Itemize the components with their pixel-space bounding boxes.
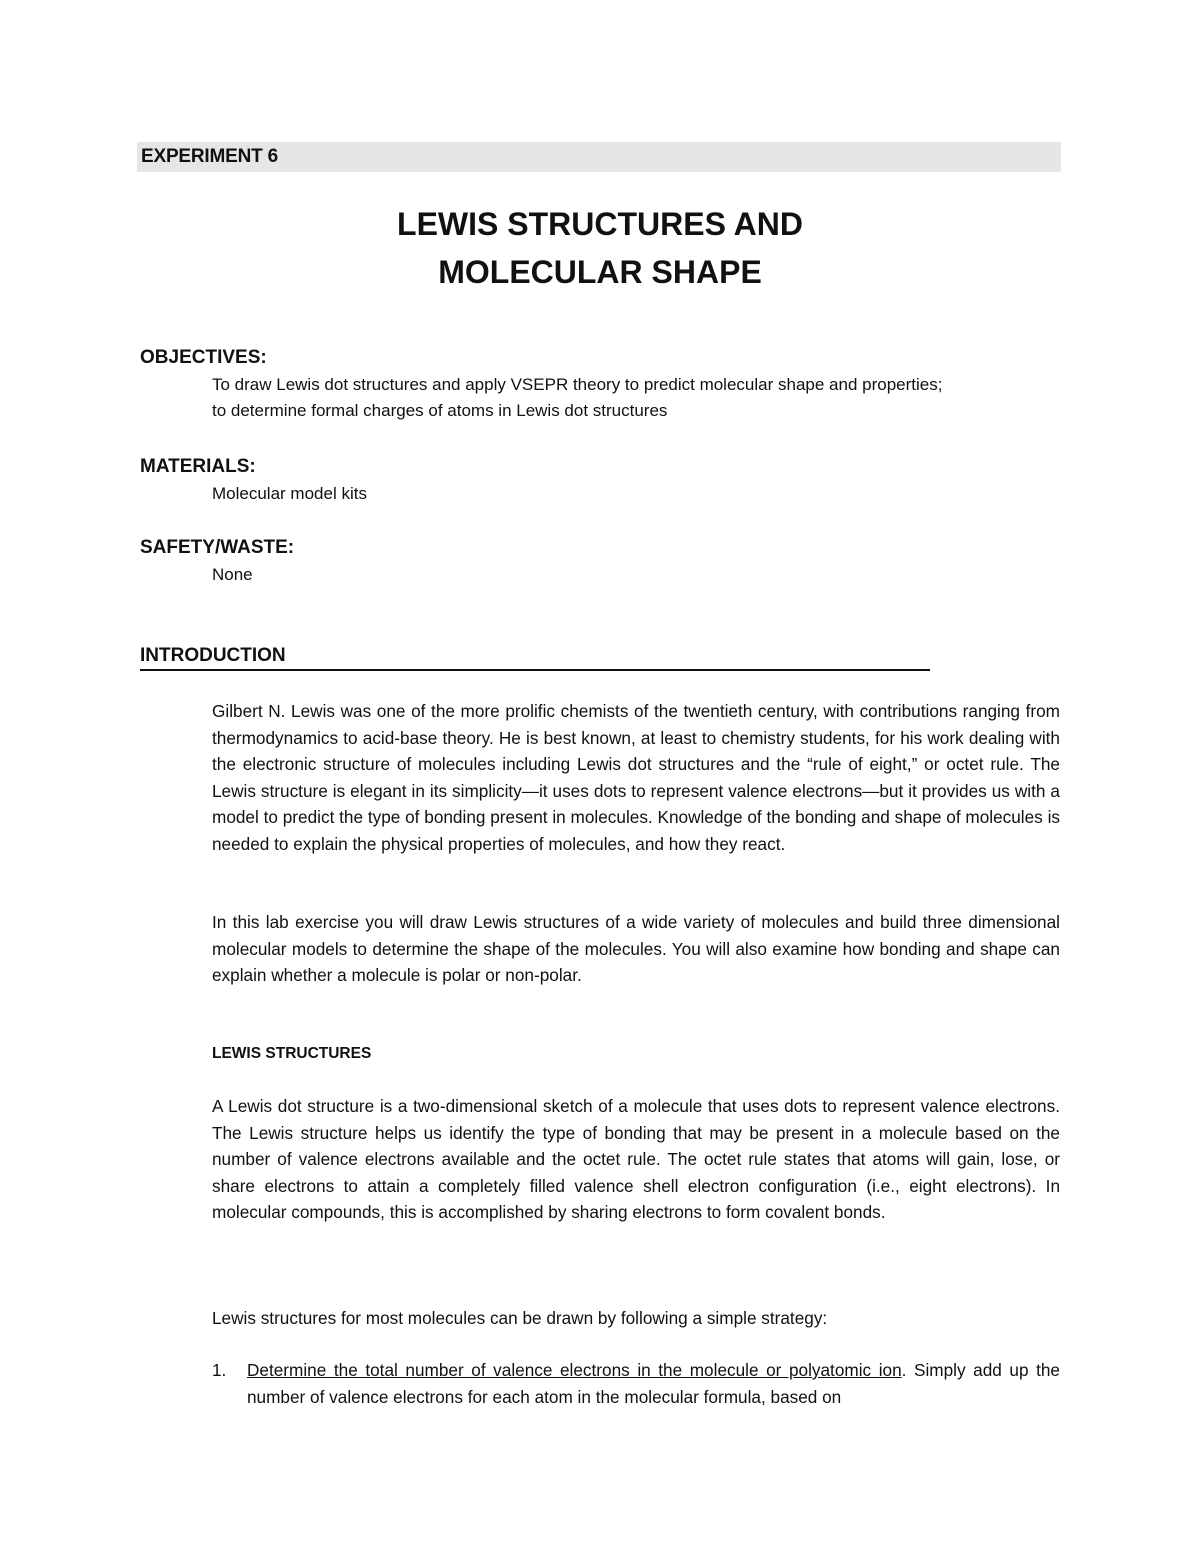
safety-text: None (212, 565, 253, 584)
safety-heading: SAFETY/WASTE: (140, 537, 295, 558)
lewis-structures-heading: LEWIS STRUCTURES (212, 1045, 372, 1062)
materials-text: Molecular model kits (212, 484, 367, 503)
objectives-heading: OBJECTIVES: (140, 347, 267, 368)
step-rest-text: . Simply add up the number of valence electrons for each atom in the molecular formula, based on (247, 1360, 1060, 1407)
step-underlined-text: Determine the total number of valence electrons in the molecule or polyatomic ion (247, 1360, 902, 1380)
lewis-structures-paragraph-1: A Lewis dot structure is a two-dimensional sketch of a molecule that uses dots to represent valence electrons. The Lewis structure helps us identify the type of bonding that may be present in a molecule based on the number of valence electrons available and the octet rule. The octet rule states that atoms will gain, lose, or share electrons to attain a completely filled valence shell electron configuration (i.e., eight electrons). In molecular compounds, this is accomplished by sharing electrons to form covalent bonds. (212, 1096, 1060, 1222)
title-line-2: MOLECULAR SHAPE (438, 254, 762, 290)
introduction-paragraph-2: In this lab exercise you will draw Lewis structures of a wide variety of molecules and build three dimensional molecular models to determine the shape of the molecules. You will also examine how bonding and shape can explain whether a molecule is polar or non-polar. (212, 912, 1060, 985)
experiment-banner (137, 142, 1061, 172)
introduction-heading-text: INTRODUCTION (140, 645, 286, 666)
materials-heading: MATERIALS: (140, 456, 256, 477)
introduction-heading (140, 645, 930, 671)
title-line-1: LEWIS STRUCTURES AND (397, 206, 803, 242)
objectives-line-1: To draw Lewis dot structures and apply VSEPR theory to predict molecular shape and properties; (212, 375, 943, 394)
introduction-paragraph-1: Gilbert N. Lewis was one of the more prolific chemists of the twentieth century, with contributions ranging from thermodynamics to acid-base theory. He is best known, at least to chemistry students, for his work dealing with the electronic structure of molecules including Lewis dot structures and the “rule of eight,” or octet rule. The Lewis structure is elegant in its simplicity—it uses dots to represent valence electrons—but it provides us with a model to predict the type of bonding present in molecules. Knowledge of the bonding and shape of molecules is needed to explain the physical properties of molecules, and how they react. (212, 701, 1060, 854)
step-number: 1. (212, 1360, 227, 1380)
strategy-intro: Lewis structures for most molecules can be drawn by following a simple strategy: (212, 1308, 828, 1328)
experiment-label: EXPERIMENT 6 (141, 146, 278, 167)
objectives-line-2: to determine formal charges of atoms in Lewis dot structures (212, 401, 668, 420)
strategy-step-1 (212, 1357, 1060, 1411)
step-text (247, 1357, 1060, 1411)
